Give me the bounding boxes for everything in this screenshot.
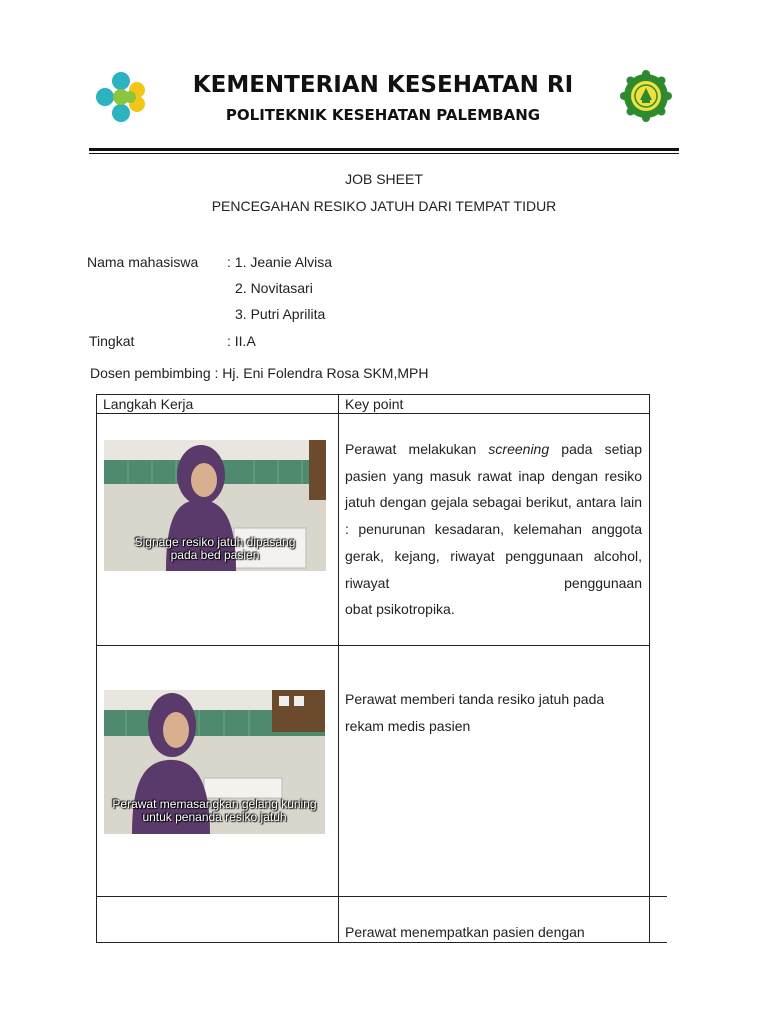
- header-divider: [89, 148, 679, 151]
- level-label: Tingkat: [89, 333, 135, 349]
- doc-title: PENCEGAHAN RESIKO JATUH DARI TEMPAT TIDUR: [211, 198, 557, 214]
- table-column-divider: [338, 394, 339, 943]
- column-header-steps: Langkah Kerja: [103, 396, 194, 412]
- nurse-photo-1: [104, 440, 326, 571]
- table-border-left: [96, 394, 97, 943]
- poltekkes-seal-icon: [620, 70, 672, 122]
- key-point-text: Perawat melakukan screening pada setiap pasien yang masuk rawat inap dengan resiko jatuh dengan gejala sebagai berikut, antara lain : penurunan kesadaran, kelemahan anggota gerak, kejang, riwayat penggunaan alcohol, riwayat penggunaan obat psikotropika.: [345, 441, 642, 618]
- institution-subtitle: POLITEKNIK KESEHATAN PALEMBANG: [225, 106, 541, 124]
- student-3: 3. Putri Aprilita: [235, 306, 326, 322]
- student-1: : 1. Jeanie Alvisa: [227, 254, 333, 270]
- photo-caption: untuk penanda resiko jatuh: [142, 810, 287, 824]
- table-header-divider: [96, 413, 649, 414]
- institution-title: KEMENTERIAN KESEHATAN RI: [192, 72, 574, 98]
- nurse-photo-2: [104, 690, 325, 834]
- students-label: Nama mahasiswa: [87, 254, 199, 270]
- photo-caption: Perawat memasangkan gelang kuning: [112, 797, 317, 811]
- table-row-divider: [96, 645, 649, 646]
- header-divider-thin: [89, 153, 679, 154]
- level-value: : II.A: [227, 333, 256, 349]
- photo-caption: pada bed pasien: [170, 548, 260, 562]
- kemenkes-logo-icon: [94, 70, 148, 124]
- supervisor: Dosen pembimbing : Hj. Eni Folendra Rosa SKM,MPH: [90, 365, 429, 381]
- table-border-top: [96, 394, 649, 395]
- photo-caption: Signage resiko jatuh dipasang: [134, 535, 296, 549]
- table-row-divider: [96, 896, 667, 897]
- table-border-right: [649, 394, 650, 943]
- doc-type: JOB SHEET: [345, 171, 423, 187]
- key-point-text: Perawat menempatkan pasien dengan: [345, 924, 585, 940]
- column-header-key-point: Key point: [345, 396, 404, 412]
- key-point-text: Perawat memberi tanda resiko jatuh pada rekam medis pasien: [345, 691, 605, 734]
- student-2: 2. Novitasari: [235, 280, 313, 296]
